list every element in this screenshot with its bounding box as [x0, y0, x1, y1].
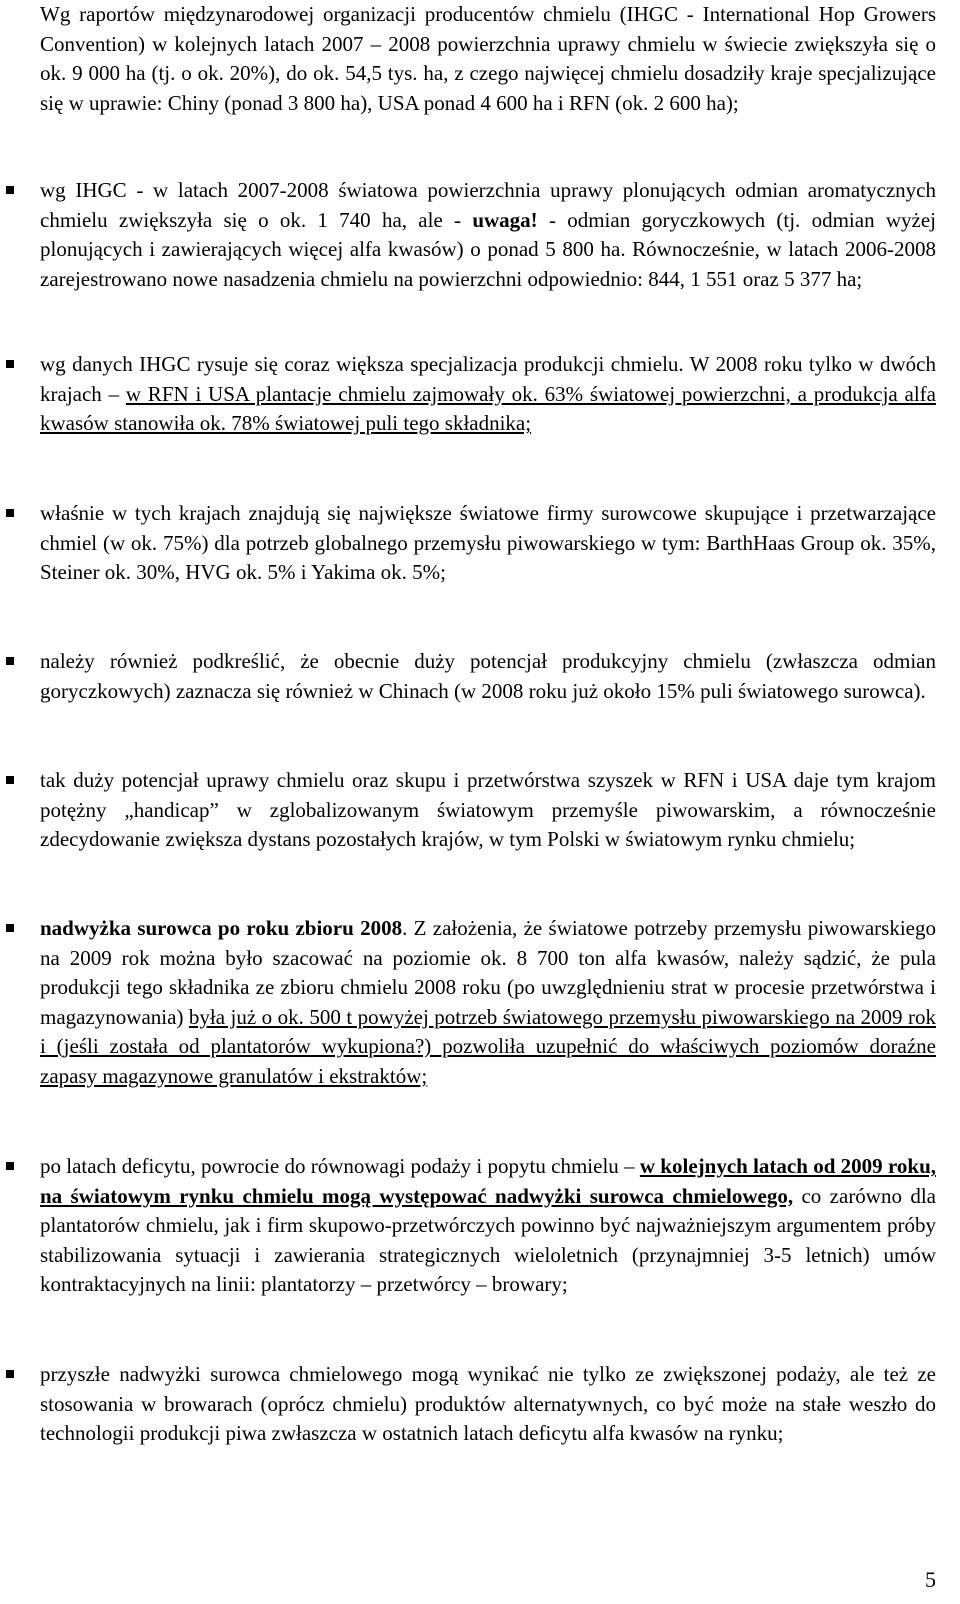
text-run: w kolejnych latach od 2009 roku, na światowym rynku chmielu mogą występować nadwyżki surowca chmielowego, — [40, 1154, 936, 1208]
bullet-item-balance — [40, 1152, 936, 1300]
text-run: tak duży potencjał uprawy chmielu oraz skupu i przetwórstwa szyszek w RFN i USA daje tym krajom potężny „handicap” w zglobalizowanym światowym przemyśle piwowarskim, a równocześnie zdecydowanie zwiększa dystans pozostałych krajów, w tym Polski w światowym rynku chmielu; — [40, 768, 936, 851]
page-number: 5 — [925, 1567, 936, 1592]
text-run: wg danych IHGC rysuje się coraz większa specjalizacja produkcji chmielu. W 2008 roku tylko w dwóch krajach – — [40, 352, 936, 406]
text-run: w RFN i USA plantacje chmielu zajmowały ok. 63% światowej powierzchni, a produkcja alfa kwasów stanowiła ok. 78% światowej puli tego składnika; — [40, 381, 936, 435]
text-run: należy również podkreślić, że obecnie duży potencjał produkcyjny chmielu (zwłaszcza odmian goryczkowych) zaznacza się również w Chinach (w 2008 roku już około 15% puli światowego surowca). — [40, 649, 936, 703]
bullet-item-specialization — [40, 350, 936, 439]
intro-paragraph — [40, 0, 936, 118]
text-run: nadwyżka surowca po roku zbioru 2008 — [40, 916, 403, 940]
bullet-item-hop-companies — [40, 499, 936, 588]
bullet-item-handicap — [40, 766, 936, 855]
bullet-item-china — [40, 647, 936, 706]
text-run: przyszłe nadwyżki surowca chmielowego mogą wynikać nie tylko ze zwiększonej podaży, ale też ze stosowania w browarach (oprócz chmielu) produktów alternatywnych, co być może na stałe weszło do technologii produkcji piwa zwłaszcza w ostatnich latach deficytu alfa kwasów na rynku; — [40, 1362, 936, 1445]
bullet-item-surplus-2008 — [40, 914, 936, 1091]
bullet-item-future-surplus — [40, 1360, 936, 1449]
bullet-item-ihgc-aromatic — [40, 176, 936, 294]
text-run: co zarówno dla plantatorów chmielu, jak i firm skupowo-przetwórczych powinno być najważniejszym argumentem próby stabilizowania sytuacji i zawierania strategicznych wieloletnich (przynajmniej 3-5 letnich) umów kontraktacyjnych na linii: plantatorzy – przetwórcy – browary; — [40, 1183, 936, 1296]
text-run: właśnie w tych krajach znajdują się największe światowe firmy surowcowe skupujące i przetwarzające chmiel (w ok. 75%) dla potrzeb globalnego przemysłu piwowarskiego w tym: BarthHaas Group ok. 35%, Steiner ok. 30%, HVG ok. 5% i Yakima ok. 5%; — [40, 501, 936, 584]
text-run: - odmian goryczkowych (tj. odmian wyżej plonujących i zawierających więcej alfa kwasów) o ponad 5 800 ha. Równocześnie, w latach 2006-2008 zarejestrowano nowe nasadzenia chmielu na powierzchni odpowiednio: 844, 1 551 oraz 5 377 ha; — [40, 207, 936, 291]
text-run: była już o ok. 500 t powyżej potrzeb światowego przemysłu piwowarskiego na 2009 rok i (jeśli została od plantatorów wykupiona?) pozwoliła uzupełnić do właściwych poziomów doraźne zapasy magazynowe granulatów i ekstraktów; — [40, 1004, 936, 1088]
text-run: . Z założenia, że światowe potrzeby przemysłu piwowarskiego na 2009 rok można było szacować na poziomie ok. 8 700 ton alfa kwasów, należy sądzić, że pula produkcji tego składnika ze zbioru chmielu 2008 roku (po uwzględnieniu strat w procesie przetwórstwa i magazynowania) — [40, 916, 936, 1029]
text-run: Wg raportów międzynarodowej organizacji producentów chmielu (IHGC - International Hop Growers Convention) w kolejnych latach 2007 – 2008 powierzchnia uprawy chmielu w świecie zwiększyła się o ok. 9 000 ha (tj. o ok. 20%), do ok. 54,5 tys. ha, z czego najwięcej chmielu dosadziły kraje specjalizujące się w uprawie: Chiny (ponad 3 800 ha), USA ponad 4 600 ha i RFN (ok. 2 600 ha); — [40, 2, 936, 115]
text-run: wg IHGC - w latach 2007-2008 światowa powierzchnia uprawy plonujących odmian aromatycznych chmielu zwiększyła się o ok. 1 740 ha, ale - — [40, 178, 936, 232]
text-run: uwaga! — [472, 207, 538, 232]
text-run: po latach deficytu, powrocie do równowagi podaży i popytu chmielu – — [40, 1154, 640, 1178]
